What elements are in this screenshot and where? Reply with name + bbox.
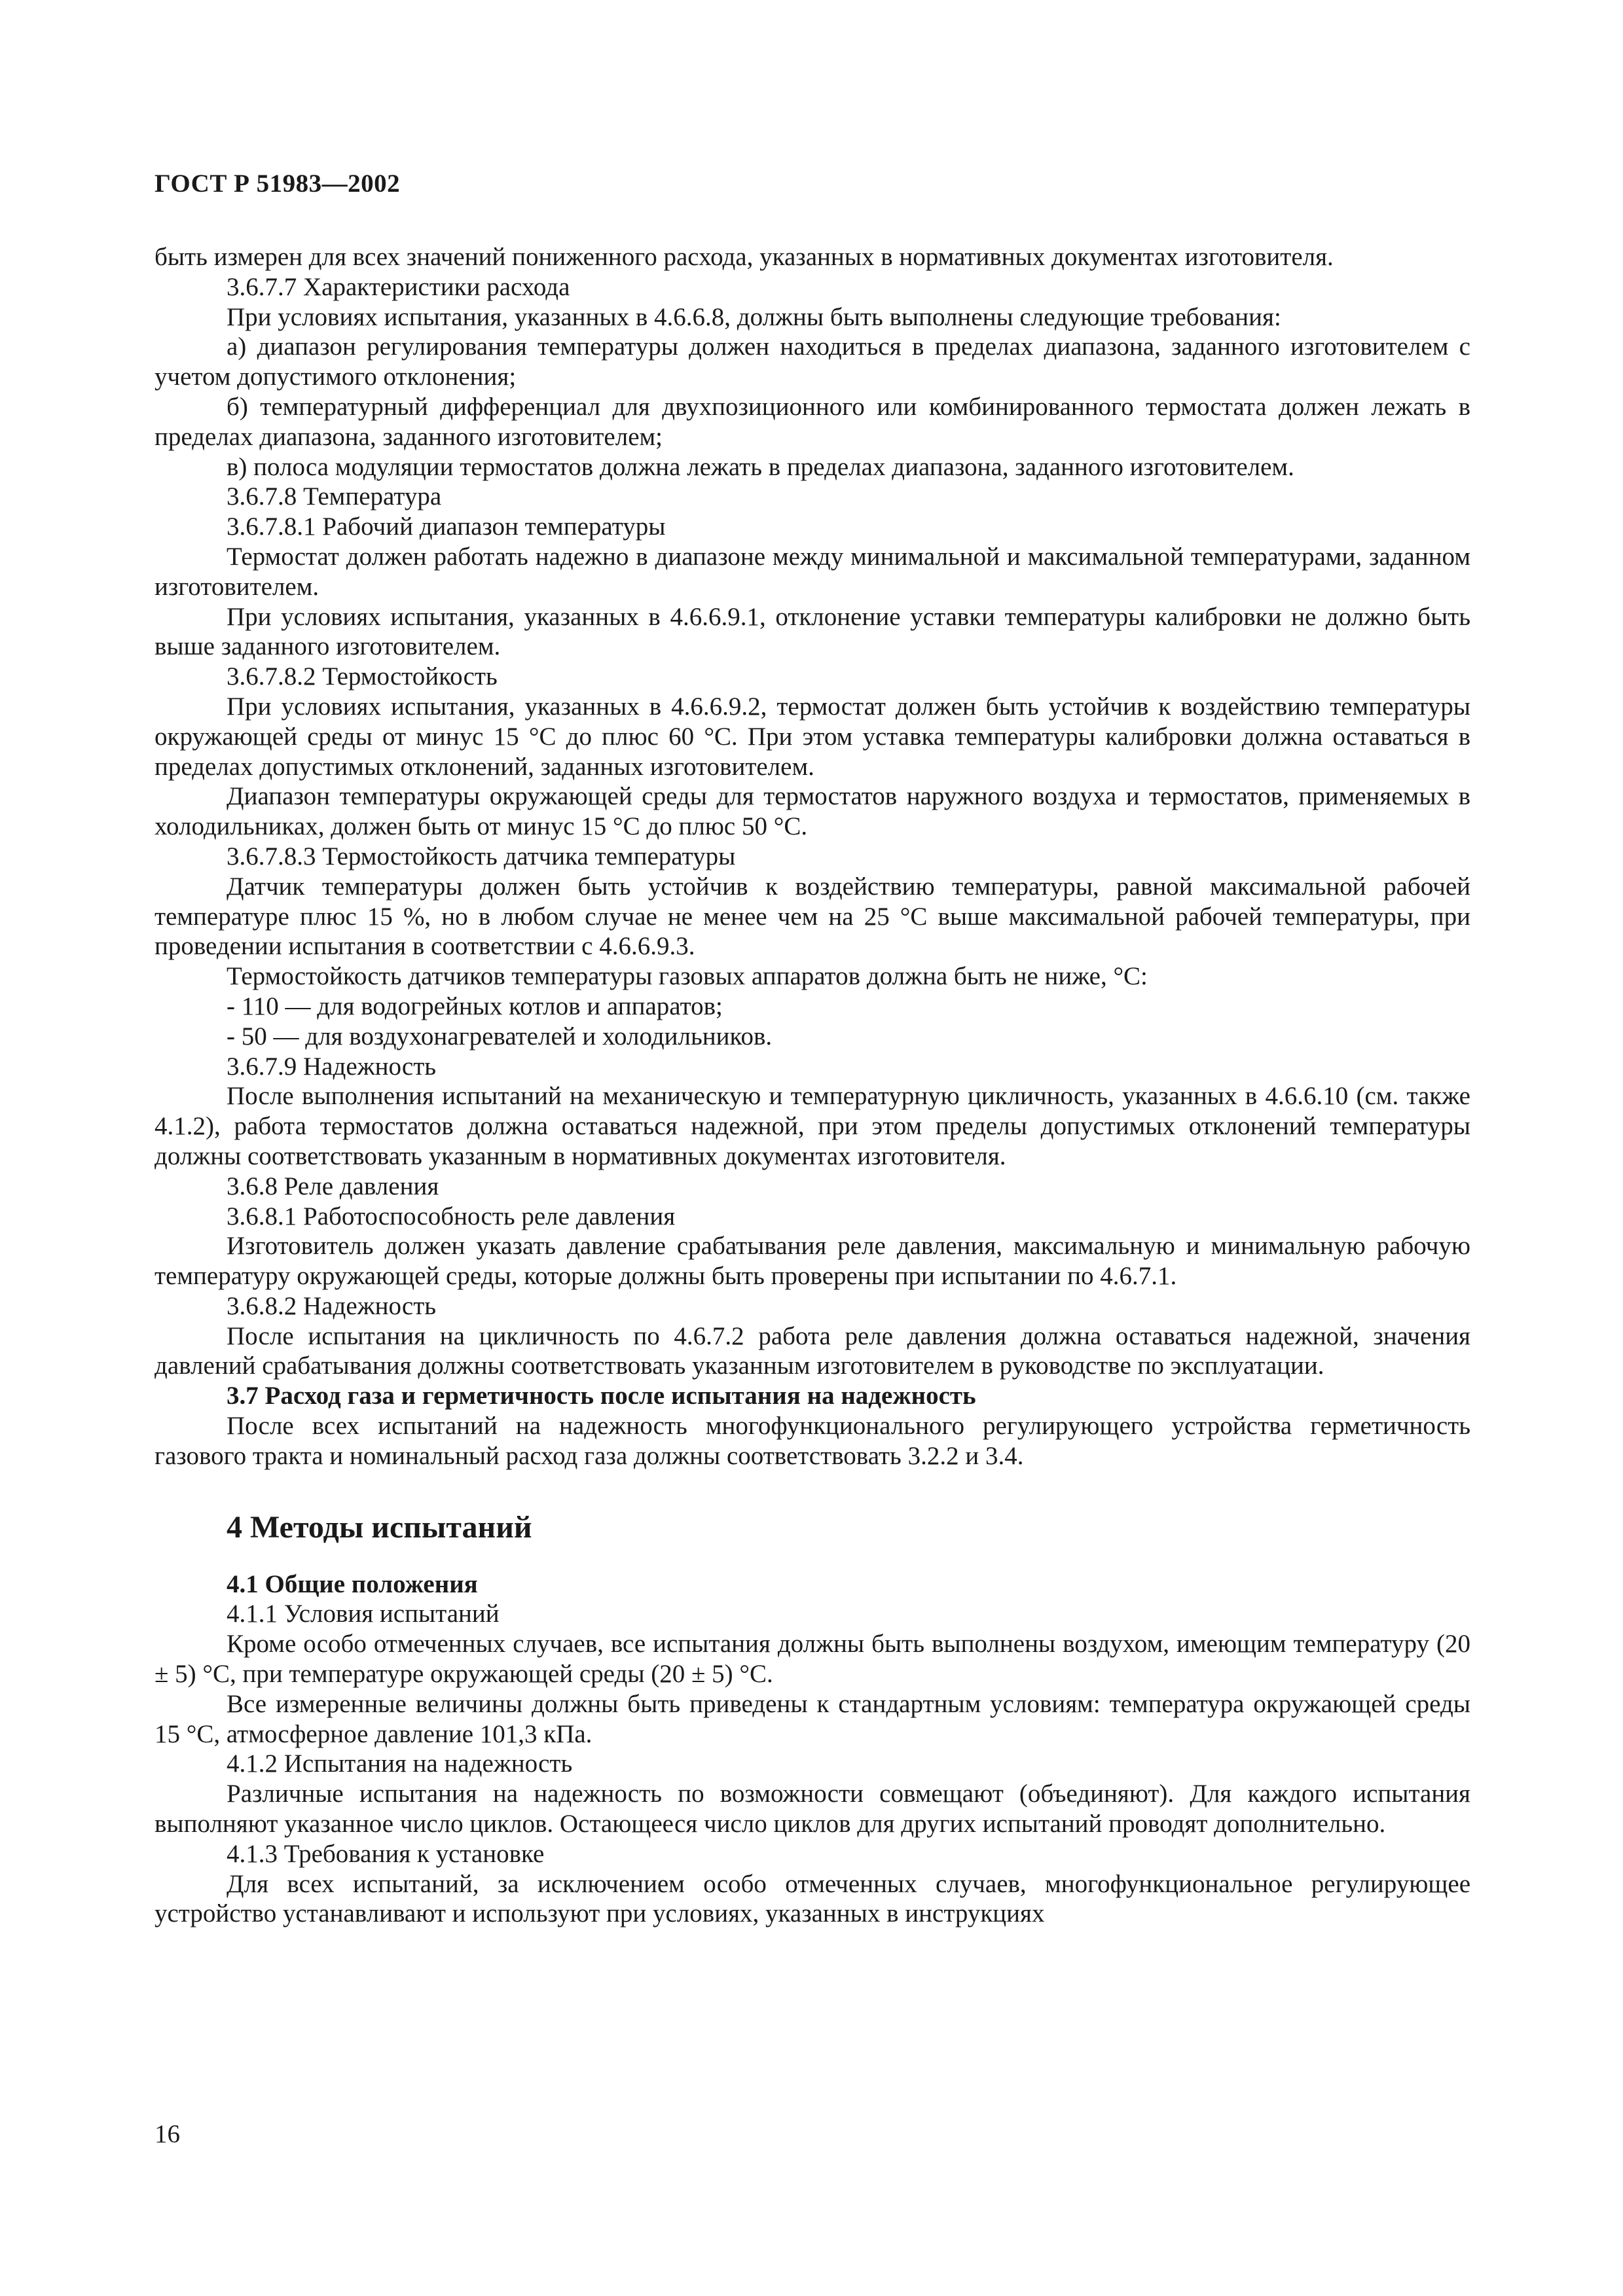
clause-heading: 3.6.7.9 Надежность (227, 1052, 437, 1081)
paragraph: Датчик температуры должен быть устойчив к воздействию температуры, равной максимальной рабочей температуре плюс 15 %, но в любом случае не менее чем на 25 °С выше максимальной рабочей температуры, при проведении испытания в соответствии с 4.6.6.9.3. (155, 872, 1470, 961)
list-item: а) диапазон регулирования температуры должен находиться в пределах диапазона, заданного изготовителем с учетом допустимого отклонения; (155, 332, 1470, 391)
clause-heading: 3.6.8.1 Работоспособность реле давления (227, 1202, 676, 1230)
paragraph: Диапазон температуры окружающей среды для термостатов наружного воздуха и термостатов, применяемых в холодильниках, должен быть от минус 15 °С до плюс 50 °С. (155, 782, 1470, 841)
list-item: б) температурный дифференциал для двухпозиционного или комбинированного термостата должен лежать в пределах диапазона, заданного изготовителем; (155, 392, 1470, 451)
paragraph: быть измерен для всех значений пониженного расхода, указанных в нормативных документах изготовителя. (155, 243, 1334, 271)
clause-heading: 4.1.2 Испытания на надежность (227, 1749, 573, 1778)
paragraph: При условиях испытания, указанных в 4.6.6.9.2, термостат должен быть устойчив к воздействию температуры окружающей среды от минус 15 °С до плюс 60 °С. При этом уставка температуры калибровки должна оставаться в пределах допустимых отклонений, заданных изготовителем. (155, 692, 1470, 781)
clause-heading: 3.6.8.2 Надежность (227, 1291, 437, 1320)
paragraph: После всех испытаний на надежность многофункционального регулирующего устройства герметичность газового тракта и номинальный расход газа должны соответствовать 3.2.2 и 3.4. (155, 1412, 1470, 1470)
subsection-heading: 3.7 Расход газа и герметичность после испытания на надежность (227, 1382, 976, 1410)
paragraph: Изготовитель должен указать давление срабатывания реле давления, максимальную и минимальную рабочую температуру окружающей среды, которые должны быть проверены при испытании по 4.6.7.1. (155, 1232, 1470, 1291)
paragraph: При условиях испытания, указанных в 4.6.6.8, должны быть выполнены следующие требования: (227, 302, 1281, 331)
page-body (155, 242, 1470, 1929)
clause-heading: 3.6.8 Реле давления (227, 1172, 439, 1200)
section-title: 4 Методы испытаний (227, 1509, 532, 1545)
clause-heading: 3.6.7.8 Температура (227, 482, 442, 511)
paragraph: При условиях испытания, указанных в 4.6.6.9.1, отклонение уставки температуры калибровки не должно быть выше заданного изготовителем. (155, 602, 1470, 661)
paragraph: После испытания на цикличность по 4.6.7.2 работа реле давления должна оставаться надежной, значения давлений срабатывания должны соответствовать указанным изготовителем в руководстве по эксплуатации. (155, 1321, 1470, 1380)
paragraph: Для всех испытаний, за исключением особо отмеченных случаев, многофункциональное регулирующее устройство устанавливают и используют при условиях, указанных в инструкциях (155, 1869, 1470, 1928)
clause-heading: 3.6.7.8.3 Термостойкость датчика температуры (227, 842, 736, 870)
list-item: в) полоса модуляции термостатов должна лежать в пределах диапазона, заданного изготовителем. (227, 452, 1294, 481)
paragraph: Все измеренные величины должны быть приведены к стандартным условиям: температура окружающей среды 15 °С, атмосферное давление 101,3 кПа. (155, 1689, 1470, 1748)
clause-heading: 3.6.7.8.2 Термостойкость (227, 662, 498, 691)
clause-heading: 4.1.3 Требования к установке (227, 1839, 545, 1868)
clause-heading: 4.1.1 Условия испытаний (227, 1600, 500, 1628)
list-item: - 50 — для воздухонагревателей и холодильников. (227, 1022, 773, 1050)
paragraph: Термостат должен работать надежно в диапазоне между минимальной и максимальной температурами, заданном изготовителем. (155, 542, 1470, 601)
list-item: - 110 — для водогрейных котлов и аппаратов; (227, 992, 723, 1020)
paragraph: Различные испытания на надежность по возможности совмещают (объединяют). Для каждого испытания выполняют указанное число циклов. Остающееся число циклов для других испытаний проводят дополнительно. (155, 1780, 1470, 1839)
paragraph: Кроме особо отмеченных случаев, все испытания должны быть выполнены воздухом, имеющим температуру (20 ± 5) °С, при температуре окружающей среды (20 ± 5) °С. (155, 1630, 1470, 1689)
clause-heading: 3.6.7.8.1 Рабочий диапазон температуры (227, 512, 666, 541)
page-number: 16 (155, 2120, 180, 2148)
subsection-heading: 4.1 Общие положения (227, 1570, 478, 1598)
running-header: ГОСТ Р 51983—2002 (155, 170, 401, 198)
paragraph: После выполнения испытаний на механическую и температурную цикличность, указанных в 4.6.6.10 (см. также 4.1.2), работа термостатов должна оставаться надежной, при этом пределы допустимых отклонений температуры должны соответствовать указанным в нормативных документах изготовителя. (155, 1082, 1470, 1170)
clause-heading: 3.6.7.7 Характеристики расхода (227, 272, 570, 301)
paragraph: Термостойкость датчиков температуры газовых аппаратов должна быть не ниже, °С: (227, 962, 1148, 991)
